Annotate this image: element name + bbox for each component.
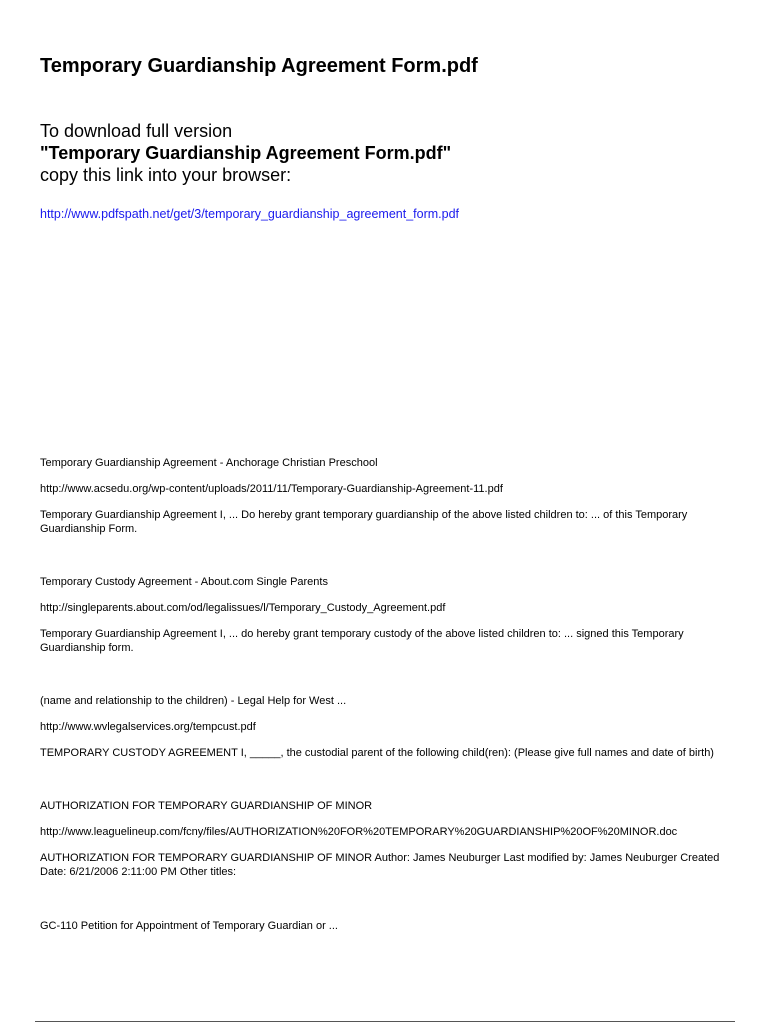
result-title: AUTHORIZATION FOR TEMPORARY GUARDIANSHIP OF MINOR	[40, 800, 373, 812]
result-title: GC-110 Petition for Appointment of Temporary Guardian or ...	[40, 920, 338, 932]
download-filename: "Temporary Guardianship Agreement Form.pdf"	[40, 143, 452, 163]
result-snippet: Temporary Guardianship Agreement I, ... do hereby grant temporary custody of the above listed children to: ... signed this Temporary Guardianship form.	[40, 628, 684, 654]
result-snippet: TEMPORARY CUSTODY AGREEMENT I, _____, the custodial parent of the following child(ren): (Please give full names and date of birth)	[40, 747, 714, 759]
download-instructions	[40, 120, 451, 186]
download-link[interactable]: http://www.pdfspath.net/get/3/temporary_guardianship_agreement_form.pdf	[40, 207, 460, 221]
bottom-divider	[35, 1021, 735, 1022]
download-line-1: To download full version	[40, 121, 233, 141]
results-list	[40, 456, 735, 973]
result-snippet: Temporary Guardianship Agreement I, ... Do hereby grant temporary guardianship of the above listed children to: ... of this Temporary Guardianship Form.	[40, 509, 688, 535]
result-url: http://www.wvlegalservices.org/tempcust.pdf	[40, 721, 256, 733]
result-title: Temporary Custody Agreement - About.com Single Parents	[40, 576, 328, 588]
result-url: http://singleparents.about.com/od/legalissues/l/Temporary_Custody_Agreement.pdf	[40, 602, 446, 614]
result-url: http://www.leaguelineup.com/fcny/files/AUTHORIZATION%20FOR%20TEMPORARY%20GUARDIANSHIP%20OF%20MINOR.doc	[40, 826, 678, 838]
result-item	[40, 575, 735, 655]
result-title: (name and relationship to the children) - Legal Help for West ...	[40, 695, 347, 707]
result-url: http://www.acsedu.org/wp-content/uploads/2011/11/Temporary-Guardianship-Agreement-11.pdf	[40, 483, 503, 495]
result-item	[40, 919, 735, 933]
result-item	[40, 799, 735, 879]
page-title: Temporary Guardianship Agreement Form.pdf	[40, 55, 478, 77]
result-item	[40, 694, 735, 760]
result-title: Temporary Guardianship Agreement - Anchorage Christian Preschool	[40, 457, 378, 469]
result-snippet: AUTHORIZATION FOR TEMPORARY GUARDIANSHIP OF MINOR Author: James Neuburger Last modified by: James Neuburger Created Date: 6/21/2006 2:11:00 PM Other titles:	[40, 852, 720, 878]
result-item	[40, 456, 735, 536]
download-line-3: copy this link into your browser:	[40, 165, 292, 185]
